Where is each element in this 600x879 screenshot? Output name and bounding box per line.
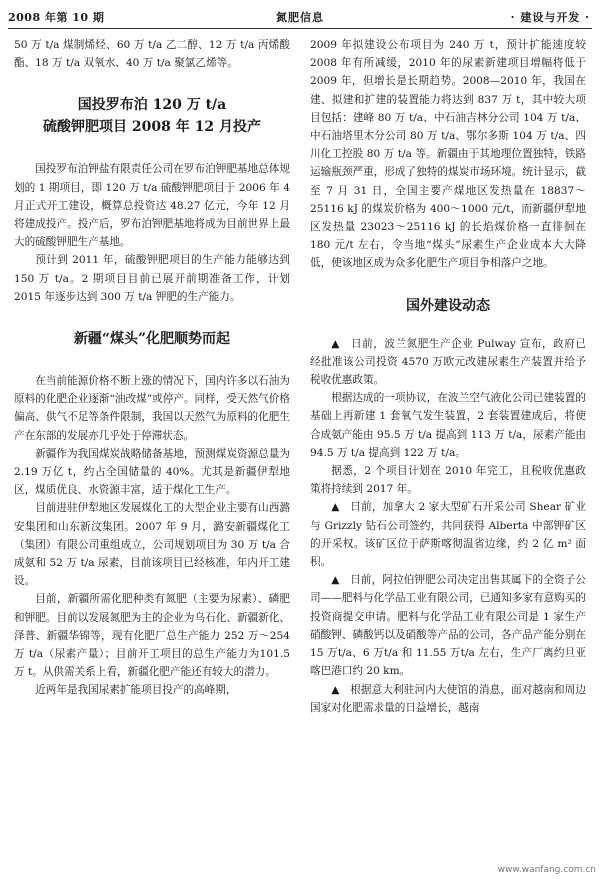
article1-paragraph: 预计到 2011 年，硫酸钾肥项目的生产能力能够达到 150 万 t/a。2 期项目目前已展开前期准备工作，计划 2015 年逐步达到 300 万 t/a 钾肥的生产能力。 <box>14 254 290 303</box>
journal-name: 氮肥信息 <box>276 11 324 24</box>
article2-paragraph: 在当前能源价格不断上涨的情况下，国内许多以石油为原料的化肥企业逐渐“油改煤”或停产。同样，受天然气价格偏高、供气不足等条件限制，我国以天然气为原料的化肥生产在东部的发展亦几乎处于停滞状态。 <box>14 375 290 442</box>
article3-paragraph: ▲ 日前，波兰氮肥生产企业 Pulway 宣布，政府已经批准该公司投资 4570 万欧元改建尿素生产装置并给予税收优惠政策。 <box>310 337 586 387</box>
site-watermark: www.wanfang.com.cn <box>497 865 596 875</box>
article3-paragraph: 据悉，2 个项目计划在 2010 年完工，且税收优惠政策将持续到 2017 年。 <box>310 465 586 496</box>
article2-paragraph: 目前，新疆所需化肥种类有氮肥（主要为尿素）、磷肥和钾肥。目前以发展氮肥为主的企业为乌石化、新疆新化、泽普、新疆华锦等，现有化肥厂总生产能力 252 万～254 万 t/a（尿素产量）；目前开工项目的总生产能力为101.5 万 t。从供需关系上看，新疆化肥产能还有较大的潜力。 <box>14 593 290 679</box>
issue-label: 2008 年第 10 期 <box>8 11 105 24</box>
intro-continuation: 50 万 t/a 煤制烯烃、60 万 t/a 乙二醇、12 万 t/a 丙烯酸酯、18 万 t/a 双氧水、40 万 t/a 聚氯乙烯等。 <box>14 39 290 70</box>
article1-title-line1: 国投罗布泊 120 万 t/a <box>77 97 227 114</box>
article3-paragraph: ▲ 日前，加拿大 2 家大型矿石开采公司 Shear 矿业与 Grizzly 钻石公司签约，共同获得 Alberta 中部钾矿区的开采权。该矿区位于萨斯喀彻温省边缘，约 2 亿 m² 面积。 <box>310 501 586 569</box>
article1-title-line2: 硫酸钾肥项目 2008 年 12 月投产 <box>43 119 261 136</box>
article1-paragraph: 国投罗布泊钾盐有限责任公司在罗布泊钾肥基地总体规划的 1 期项目，即 120 万 t/a 硫酸钾肥项目于 2006 年 4 月正式开工建设，概算总投资达 48.27 亿元，今年 12 月将建成投产。投产后，罗布泊钾肥基地将成为目前世界上最大的硫酸钾肥生产基地。 <box>14 163 290 249</box>
right-column <box>310 36 586 872</box>
page-header <box>8 6 592 29</box>
article3-paragraph: ▲ 日前，阿拉伯钾肥公司决定出售其属下的全资子公司——肥料与化学品工业有限公司，已通知多家有意购买的投资商提交申请。肥料与化学品工业有限公司是 1 家生产硝酸钾、磷酸钙以及硝酸等产品的公司，各产品产能分别在 15 万t/a、6 万t/a 和 11.55 万t/a 左右，生产厂离约旦亚喀巴港口约 20 km。 <box>310 574 586 678</box>
article2-paragraph: 目前进驻伊犁地区发展煤化工的大型企业主要有山西潞安集团和山东新汶集团。2007 年 9 月，潞安新疆煤化工（集团）有限公司重组成立，公司规划项目为 30 万 t/a 合成氨和 52 万 t/a 尿素，目前该项目已经核准，年内开工建设。 <box>14 502 290 588</box>
article2-paragraph: 新疆作为我国煤炭战略储备基地，预测煤炭资源总量为 2.19 万亿 t，约占全国储量的 40%。尤其是新疆伊犁地区，煤质优良、水资源丰富，适于煤化工生产。 <box>14 447 290 497</box>
article2-paragraph: 近两年是我国尿素扩能项目投产的高峰期， <box>35 684 237 697</box>
left-column <box>14 36 290 872</box>
article2-title: 新疆“煤头”化肥顺势而起 <box>73 331 231 348</box>
article3-title: 国外建设动态 <box>406 297 490 314</box>
article3-paragraph: ▲ 根据意大利驻河内大使馆的消息，面对越南和周边国家对化肥需求量的日益增长，越南 <box>310 683 586 714</box>
article2-continuation: 2009 年拟建设公布项目为 240 万 t，预计扩能速度较 2008 年有所减缓，2010 年的尿素新建项目增幅将低于 2009 年，但增长是长期趋势。2008—2010 年，我国在建、拟建和扩建的装置能力将达到 837 万 t，其中较大项目包括：建峰 80 万 t/a、中石油吉林分公司 104 万 t/a、中石油塔里木分公司 80 万 t/a、鄂尔多斯 104 万 t/a、四川化工控股 80 万 t/a 等。新疆由于其地理位置独特，铁路运输瓶颈严重，形成了独特的煤炭市场环境。统计显示，截至 7 月 31 日，全国主要产煤地区发热量在 18837～25116 kJ 的煤炭价格为 400～1000 元/t，而新疆伊犁地区发热量 23023～25116 kJ 的长焰煤价格一直徘徊在 180 元/t 左右，令当地“煤头”尿素生产企业成本大大降低，使该地区成为众多化肥生产项目争相落户之地。 <box>310 39 586 270</box>
section-label: · 建设与开发 · <box>510 11 590 24</box>
article3-paragraph: 根据达成的一项协议，在波兰空气液化公司已建装置的基础上再新建 1 套氧气发生装置，2 套装置建成后，将使合成氨产能由 95.5 万 t/a 提高到 113 万 t/a，尿素产能由 94.5 万 t/a 提高到 122 万 t/a。 <box>310 392 586 459</box>
